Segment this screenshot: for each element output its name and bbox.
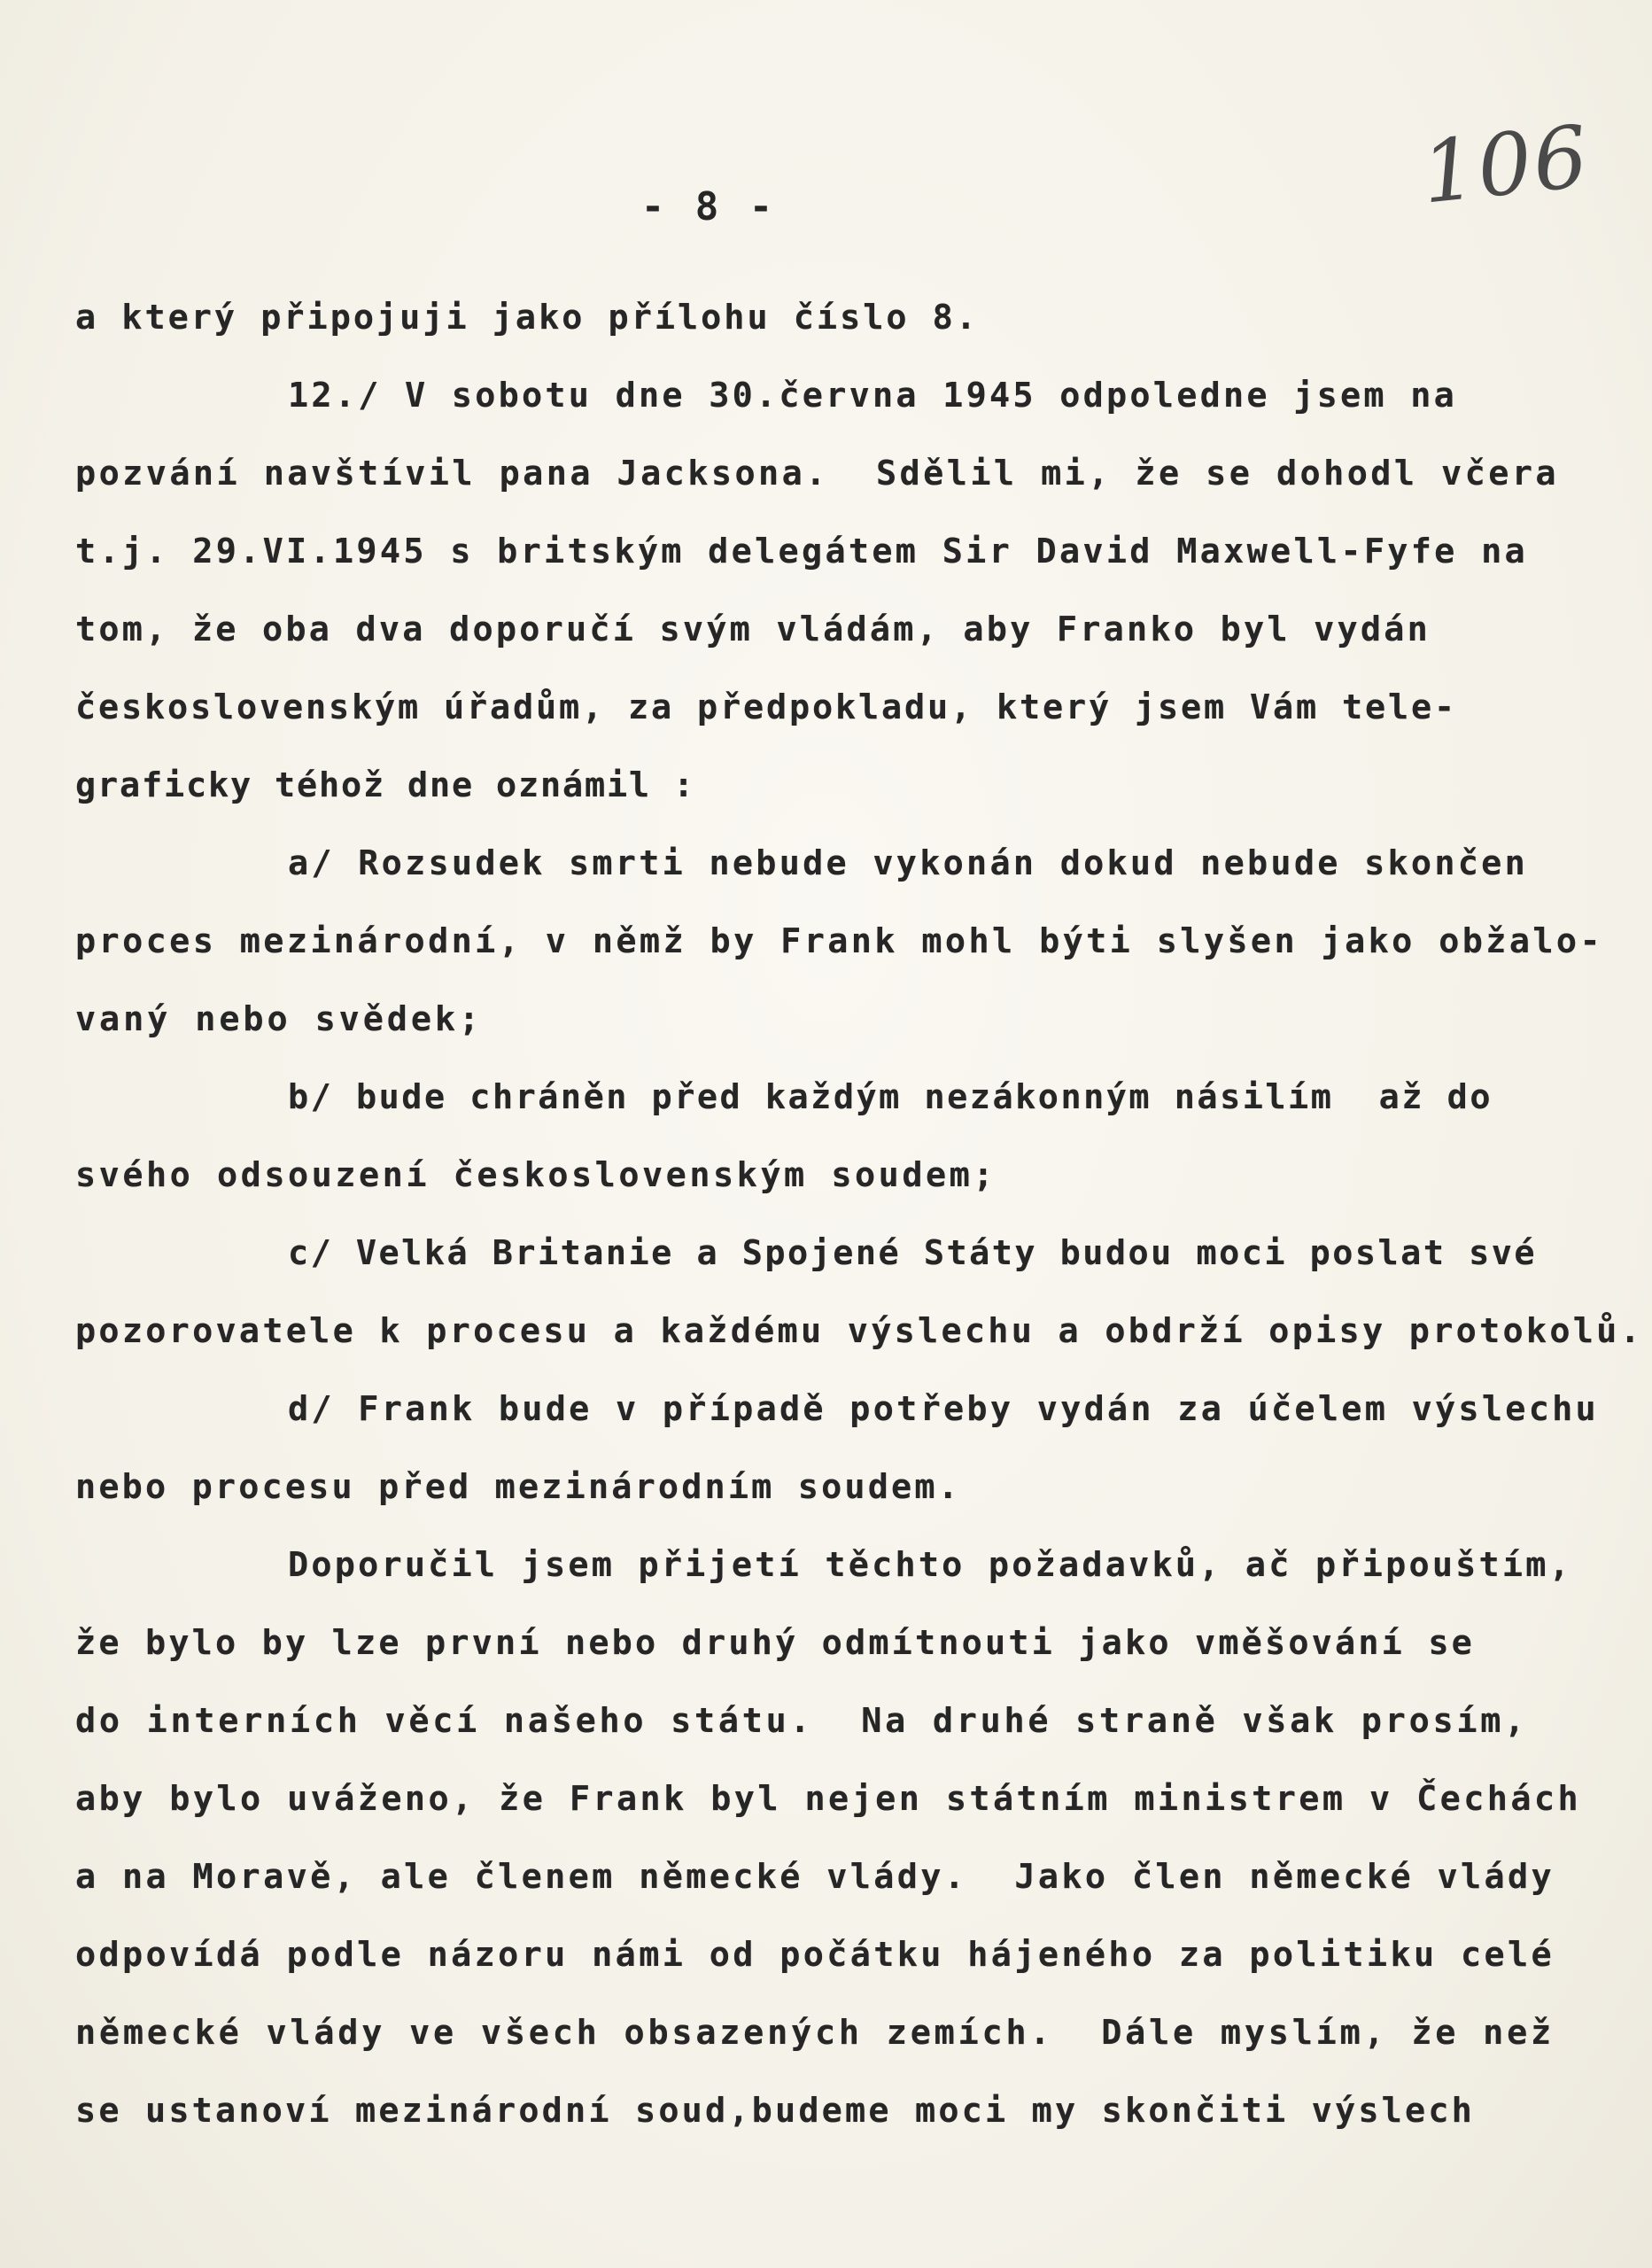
text-line: a na Moravě, ale členem německé vlády. Jako člen německé vlády	[75, 1857, 1555, 1897]
text-line: d/ Frank bude v případě potřeby vydán za účelem výslechu	[288, 1389, 1599, 1429]
text-line: proces mezinárodní, v němž by Frank mohl býti slyšen jako obžalo-	[75, 921, 1603, 961]
text-line: odpovídá podle názoru námi od počátku hájeného za politiku celé	[75, 1935, 1555, 1975]
text-line: aby bylo uváženo, že Frank byl nejen státním ministrem v Čechách	[75, 1779, 1581, 1819]
text-line: Doporučil jsem přijetí těchto požadavků, ač připouštím,	[288, 1545, 1572, 1585]
text-line: graficky téhož dne oznámil :	[75, 765, 695, 805]
text-line: b/ bude chráněn před každým nezákonným násilím až do	[288, 1077, 1493, 1117]
text-line: pozorovatele k procesu a každému výslechu a obdrží opisy protokolů.	[75, 1311, 1643, 1351]
handwritten-folio-number: 106	[1416, 106, 1594, 223]
text-line: c/ Velká Britanie a Spojené Státy budou moci poslat své	[288, 1233, 1537, 1273]
text-line: svého odsouzení československým soudem;	[75, 1155, 997, 1195]
page-number: - 8 -	[640, 184, 777, 229]
text-line: tom, že oba dva doporučí svým vládám, aby Franko byl vydán	[75, 610, 1431, 649]
text-line: pozvání navštívil pana Jacksona. Sdělil mi, že se dohodl včera	[75, 454, 1559, 493]
text-line: že bylo by lze první nebo druhý odmítnouti jako vměšování se	[75, 1623, 1475, 1663]
text-line: vaný nebo svědek;	[75, 999, 483, 1039]
text-line: t.j. 29.VI.1945 s britským delegátem Sir David Maxwell-Fyfe na	[75, 532, 1528, 571]
text-line: československým úřadům, za předpokladu, který jsem Vám tele-	[75, 687, 1457, 727]
text-line: do interních věcí našeho státu. Na druhé straně však prosím,	[75, 1701, 1528, 1741]
text-line: 12./ V sobotu dne 30.června 1945 odpoledne jsem na	[288, 376, 1457, 416]
text-line: a/ Rozsudek smrti nebude vykonán dokud nebude skončen	[288, 843, 1528, 883]
text-line: se ustanoví mezinárodní soud,budeme moci my skončiti výslech	[75, 2091, 1475, 2131]
text-line: nebo procesu před mezinárodním soudem.	[75, 1467, 961, 1507]
text-line: německé vlády ve všech obsazených zemích. Dále myslím, že než	[75, 2013, 1555, 2053]
text-line: a který připojuji jako přílohu číslo 8.	[75, 298, 979, 338]
